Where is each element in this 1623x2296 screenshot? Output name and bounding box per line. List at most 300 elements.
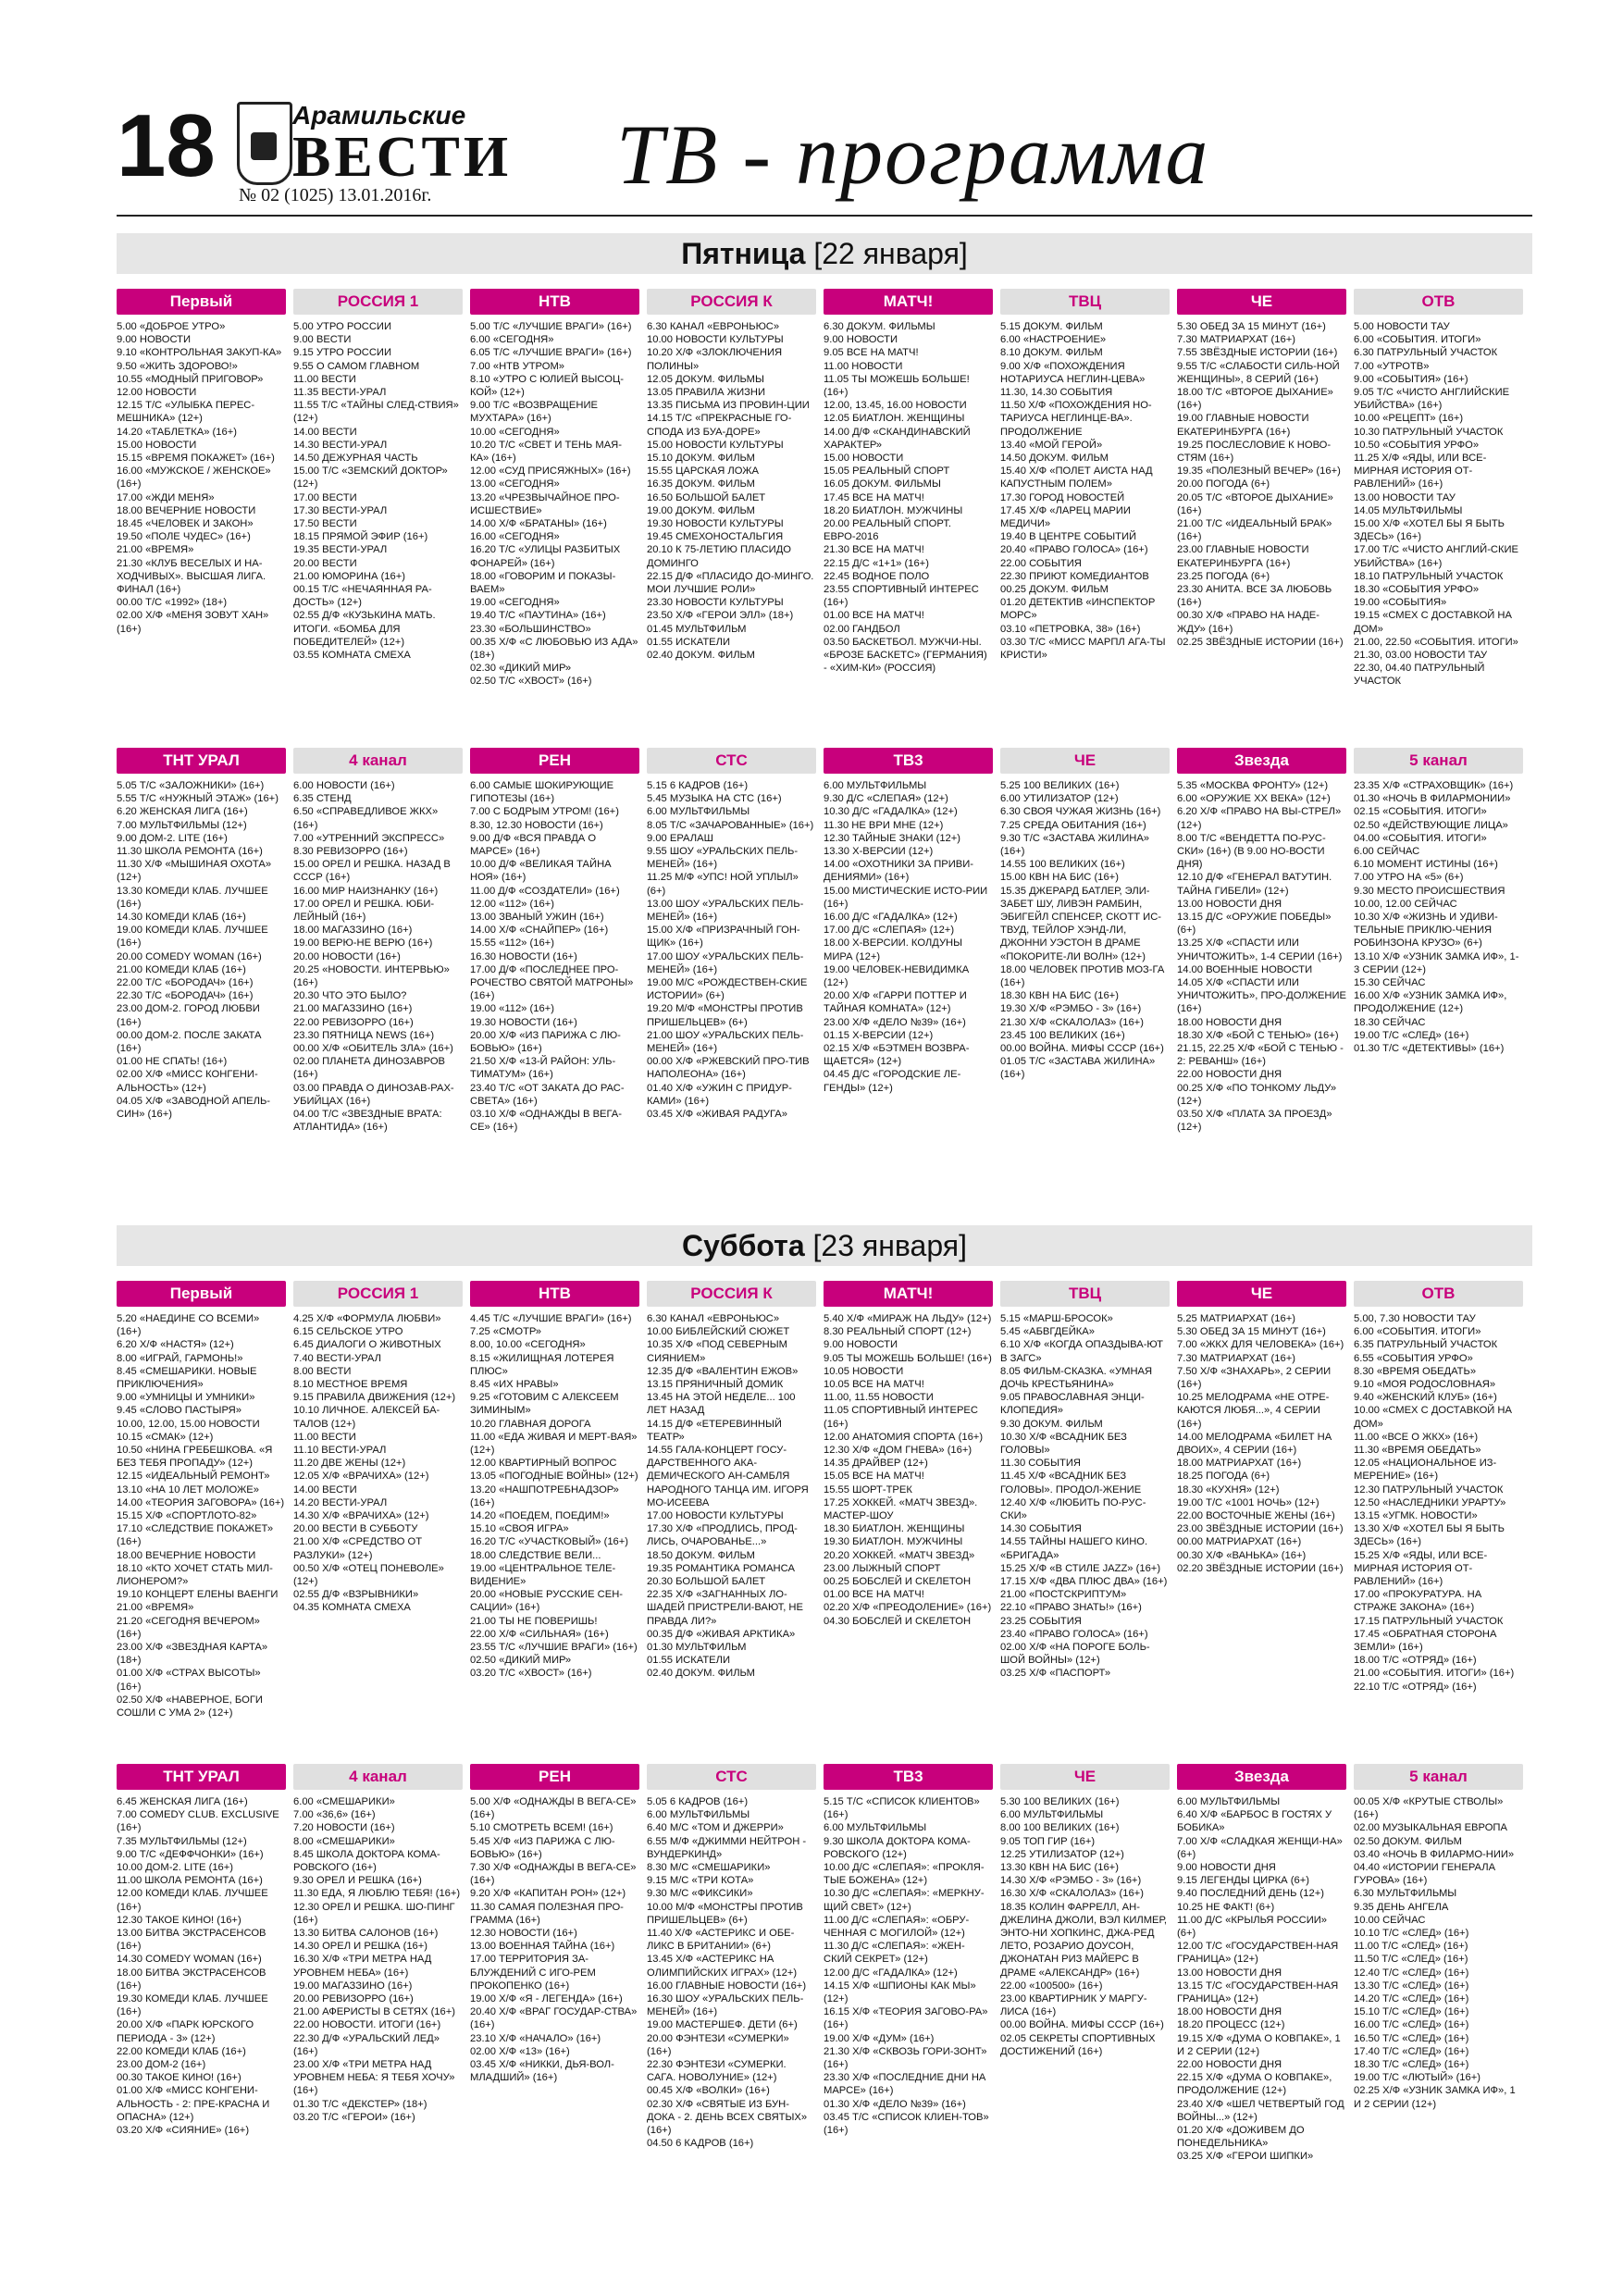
program-list: [470, 1312, 639, 1681]
program-item: 18.30 «КУХНЯ» (12+): [1177, 1483, 1280, 1496]
program-item: 10.00 «СМЕХ С ДОСТАВКОЙ НА ДОМ»: [1354, 1405, 1512, 1430]
program-item: 21.00 «СОБЫТИЯ. ИТОГИ» (16+): [1354, 1668, 1515, 1680]
program-item: 7.00 МУЛЬТФИЛЬМЫ (12+): [117, 819, 247, 831]
program-item: 9.55 ШОУ «УРАЛЬСКИХ ПЕЛЬ-МЕНЕЙ» (16+): [647, 846, 799, 871]
program-item: 19.35 ВЕСТИ-УРАЛ: [293, 544, 388, 556]
program-item: 17.15 Х/Ф «ДВА ПЛЮС ДВА» (16+): [1000, 1576, 1168, 1588]
program-item: 7.30 Х/Ф «ОДНАЖДЫ В ВЕГА-СЕ» (16+): [470, 1862, 637, 1887]
program-item: 22.00 Х/Ф «СИЛЬНАЯ» (16+): [470, 1628, 609, 1640]
program-item: 15.35 ДЖЕРАРД БАТЛЕР, ЭЛИ-ЗАБЕТ ШУ, ЛИВЭН РАМБИН, ЭБИГЕЙЛ СПЕНСЕР, СКОТТ ИС-ТВУД, ТЕЙЛОР ХЭНД-ЛИ, ДЖОННИ УЭСТОН В ДРАМЕ «ПОКОРИТЕ-ЛИ ВОЛН» (12+): [1000, 885, 1161, 962]
program-item: 5.20 «НАЕДИНЕ СО ВСЕМИ» (16+): [117, 1313, 260, 1338]
program-item: 12.15 Т/С «УЛЫБКА ПЕРЕС-МЕШНИКА» (12+): [117, 400, 255, 425]
program-item: 9.30 МЕСТО ПРОИСШЕСТВИЯ: [1354, 885, 1505, 897]
schedule-grid-friday-top: [117, 289, 1532, 742]
program-item: 9.05 ТОП ГИР (16+): [1000, 1835, 1096, 1847]
program-list: [117, 320, 286, 636]
program-item: 7.00 Х/Ф «СЛАДКАЯ ЖЕНЩИ-НА» (6+): [1177, 1835, 1343, 1860]
channel-logo: РОССИЯ 1: [293, 289, 463, 315]
program-item: 7.50 Х/Ф «ЗНАХАРЬ», 2 СЕРИИ (16+): [1177, 1365, 1332, 1391]
program-list: [1000, 779, 1170, 1082]
program-item: 22.00 НОВОСТИ ДНЯ: [1177, 1069, 1282, 1081]
program-item: 02.00 Х/Ф «13» (16+): [470, 2045, 570, 2057]
program-item: 14.20 «ПОЕДЕМ, ПОЕДИМ!»: [470, 1510, 610, 1522]
channel-logo: Первый: [117, 289, 286, 315]
program-item: 9.15 ПРАВИЛА ДВИЖЕНИЯ (12+): [293, 1392, 456, 1404]
program-item: 11.00 «ЕДА ЖИВАЯ И МЕРТ-ВАЯ» (12+): [470, 1431, 638, 1457]
program-item: 7.00 С БОДРЫМ УТРОМ! (16+): [470, 806, 619, 818]
program-item: 15.10 «СВОЯ ИГРА»: [470, 1523, 569, 1535]
program-item: 14.35 ДРАЙВЕР (12+): [824, 1458, 928, 1470]
program-item: 03.50 БАСКЕТБОЛ. МУЖЧИ-НЫ. «БРОЗЕ БАСКЕТС» (ГЕРМАНИЯ) - «ХИМ-КИ» (РОССИЯ): [824, 636, 987, 675]
program-item: 18.00 МАГАЗЗИНО (16+): [293, 925, 413, 937]
program-item: 04.50 6 КАДРОВ (16+): [647, 2138, 754, 2150]
program-item: 9.00 «УМНИЦЫ И УМНИКИ»: [117, 1392, 255, 1404]
program-item: 6.00 МУЛЬТФИЛЬМЫ: [824, 780, 927, 791]
program-list: [117, 1312, 286, 1719]
program-item: 23.40 Т/С «ОТ ЗАКАТА ДО РАС-СВЕТА» (16+): [470, 1082, 625, 1107]
program-item: 11.00 «ВСЕ О ЖКХ» (16+): [1354, 1431, 1479, 1443]
channel-column: [824, 1764, 993, 2137]
program-item: 01.20 Х/Ф «ДОЖИВЕМ ДО ПОНЕДЕЛЬНИКА»: [1177, 2125, 1305, 2150]
program-item: 04.00 «СОБЫТИЯ. ИТОГИ»: [1354, 832, 1487, 844]
program-item: 7.00 УТРО НА «5» (6+): [1354, 872, 1464, 884]
program-item: 14.55 ТАЙНЫ НАШЕГО КИНО. «БРИГАДА»: [1000, 1536, 1148, 1561]
program-item: 21.50 Х/Ф «13-Й РАЙОН: УЛЬ-ТИМАТУМ» (16+): [470, 1056, 616, 1081]
program-item: 22.00 «100500» (16+): [1000, 1980, 1103, 1992]
program-item: 11.05 СПОРТИВНЫЙ ИНТЕРЕС (16+): [824, 1405, 978, 1430]
program-item: 13.00 ВОЕННАЯ ТАЙНА (16+): [470, 1941, 615, 1953]
channel-column: [117, 1764, 286, 2137]
program-item: 20.25 «НОВОСТИ. ИНТЕРВЬЮ» (16+): [293, 963, 450, 989]
program-list: [1000, 1795, 1170, 2058]
program-item: 9.05 ПРАВОСЛАВНАЯ ЭНЦИ-КЛОПЕДИЯ»: [1000, 1392, 1145, 1417]
program-item: 10.20 Х/Ф «ЗЛОКЛЮЧЕНИЯ ПОЛИНЫ»: [647, 347, 783, 372]
program-item: 10.00 БИБЛЕЙСКИЙ СЮЖЕТ: [647, 1326, 790, 1338]
coat-of-arms-icon: [237, 102, 292, 185]
program-item: 00.25 Х/Ф «ПО ТОНКОМУ ЛЬДУ» (12+): [1177, 1082, 1337, 1107]
program-item: 6.30 МУЛЬТФИЛЬМЫ: [1354, 1888, 1457, 1900]
program-item: 21.30 Х/Ф «СКВОЗЬ ГОРИ-ЗОНТ» (16+): [824, 2045, 987, 2071]
program-item: 18.20 БИАТЛОН. МУЖЧИНЫ: [824, 504, 963, 516]
program-item: 03.45 Х/Ф «ЖИВАЯ РАДУГА»: [647, 1109, 787, 1121]
program-item: 8.05 ФИЛЬМ-СКАЗКА. «УМНАЯ ДОЧЬ КРЕСТЬЯНИНА»: [1000, 1365, 1153, 1391]
program-item: 00.00 ВОЙНА. МИФЫ СССР (16+): [1000, 1043, 1164, 1055]
program-item: 15.00 Т/С «ЗЕМСКИЙ ДОКТОР» (12+): [293, 465, 448, 490]
program-item: 17.45 «ОБРАТНАЯ СТОРОНА ЗЕМЛИ» (16+): [1354, 1628, 1497, 1654]
program-item: 02.40 ДОКУМ. ФИЛЬМ: [647, 1668, 755, 1680]
program-item: 23.30 АНИТА. ВСЕ ЗА ЛЮБОВЬ (16+): [1177, 584, 1332, 609]
program-item: 8.30 М/С «СМЕШАРИКИ»: [647, 1862, 771, 1874]
channel-logo: ТВ3: [824, 1764, 993, 1790]
program-item: 7.55 ЗВЁЗДНЫЕ ИСТОРИИ (16+): [1177, 347, 1338, 359]
program-item: 15.55 ЦАРСКАЯ ЛОЖА: [647, 465, 760, 478]
program-item: 14.55 ГАЛА-КОНЦЕРТ ГОСУ-ДАРСТВЕННОГО АКА-ДЕМИЧЕСКОГО АН-САМБЛЯ НАРОДНОГО ТАНЦА ИМ. ИГОРЯ МО-ИСЕЕВА: [647, 1445, 809, 1508]
program-item: 9.00 «СОБЫТИЯ» (16+): [1354, 373, 1468, 385]
masthead: [117, 96, 1532, 213]
program-item: 17.30 ВЕСТИ-УРАЛ: [293, 504, 388, 516]
program-item: 13.40 «МОЙ ГЕРОЙ»: [1000, 439, 1103, 451]
program-item: 00.15 Т/С «НЕЧАЯННАЯ РА-ДОСТЬ» (12+): [293, 584, 432, 609]
program-item: 8.00 «СМЕШАРИКИ»: [293, 1835, 395, 1847]
program-item: 22.00 РЕВИЗОРРО (16+): [293, 1016, 414, 1028]
program-item: 5.00 УТРО РОССИИ: [293, 321, 392, 332]
program-item: 14.00 ВОЕННЫЕ НОВОСТИ: [1177, 963, 1313, 975]
program-item: 12.40 Т/С «СЛЕД» (16+): [1354, 1967, 1469, 1979]
program-list: [1354, 1312, 1523, 1694]
program-item: 21.30 Х/Ф «СКАЛОЛАЗ» (16+): [1000, 1016, 1144, 1028]
program-item: 6.20 Х/Ф «НАСТЯ» (12+): [117, 1339, 234, 1351]
program-item: 10.20 Т/С «СВЕТ И ТЕНЬ МАЯ-КА» (16+): [470, 439, 622, 465]
program-item: 9.00 НОВОСТИ: [824, 1339, 898, 1351]
program-item: 13.15 Т/С «ГОСУДАРСТВЕН-НАЯ ГРАНИЦА» (12+): [1177, 1980, 1339, 2005]
channel-logo: НТВ: [470, 289, 639, 315]
program-item: 5.25 100 ВЕЛИКИХ (16+): [1000, 780, 1120, 791]
program-item: 21.00 МАГАЗЗИНО (16+): [293, 1003, 413, 1015]
channel-column: [1177, 1281, 1346, 1575]
program-item: 02.55 Д/Ф «ВЗРЫВНИКИ»: [293, 1589, 419, 1601]
program-item: 18.30 БИАТЛОН. ЖЕНЩИНЫ: [824, 1523, 965, 1535]
program-item: 9.15 М/С «ТРИ КОТА»: [647, 1875, 754, 1887]
program-item: 01.05 Т/С «ЗАСТАВА ЖИЛИНА» (16+): [1000, 1056, 1156, 1081]
channel-column: [647, 289, 816, 662]
program-item: 19.00 ВЕРЮ-НЕ ВЕРЮ (16+): [293, 937, 433, 949]
program-item: 16.30 Х/Ф «ТРИ МЕТРА НАД УРОВНЕМ НЕБА» (16+): [293, 1954, 432, 1979]
day-date: [23 января]: [812, 1229, 967, 1262]
program-item: 02.55 Д/Ф «КУЗЬКИНА МАТЬ. ИТОГИ. «БОМБА ДЛЯ ПОБЕДИТЕЛЕЙ» (12+): [293, 610, 436, 648]
program-item: 21.00 КОМЕДИ КЛАБ (16+): [117, 963, 246, 975]
program-item: 18.30 «СОБЫТИЯ УРФО»: [1354, 584, 1480, 596]
program-list: [117, 779, 286, 1121]
program-item: 16.30 ШОУ «УРАЛЬСКИХ ПЕЛЬ-МЕНЕЙ» (16+): [647, 1993, 804, 2018]
program-item: 8.00 100 ВЕЛИКИХ (16+): [1000, 1822, 1120, 1834]
program-item: 6.00 СЕЙЧАС: [1354, 846, 1420, 858]
program-item: 9.00 ЕРАЛАШ: [647, 832, 713, 844]
program-item: 21.15, 22.25 Х/Ф «БОЙ С ТЕНЬЮ - 2: РЕВАНШ» (16+): [1177, 1043, 1344, 1068]
program-item: 18.00 «ГОВОРИМ И ПОКАЗЫ-ВАЕМ»: [470, 570, 616, 596]
program-item: 11.00 Д/С «СЛЕПАЯ»: «ОБРУ-ЧЕННАЯ С МОГИЛОЙ» (12+): [824, 1914, 970, 1940]
program-item: 14.00 ВЕСТИ: [293, 1483, 357, 1496]
program-item: 5.15 Т/С «СПИСОК КЛИЕНТОВ» (16+): [824, 1796, 980, 1821]
program-item: 5.45 МУЗЫКА НА СТС (16+): [647, 793, 782, 805]
program-item: 15.15 Х/Ф «СПОРТЛОТО-82»: [117, 1510, 257, 1522]
program-item: 23.35 Х/Ф «СТРАХОВЩИК» (16+): [1354, 780, 1514, 791]
program-item: 16.00 Т/С «СЛЕД» (16+): [1354, 2019, 1469, 2031]
program-item: 10.10 ЛИЧНОЕ. АЛЕКСЕЙ БА-ТАЛОВ (12+): [293, 1405, 440, 1430]
program-item: 15.05 ВСЕ НА МАТЧ!: [824, 1471, 924, 1483]
program-item: 22.15 Д/С «1+1» (16+): [824, 557, 929, 569]
program-item: 15.00 МИСТИЧЕСКИЕ ИСТО-РИИ (16+): [824, 885, 988, 910]
program-item: 14.30 COMEDY WOMAN (16+): [117, 1954, 262, 1966]
program-item: 13.20 «НАШПОТРЕБНАДЗОР» (16+): [470, 1483, 619, 1508]
program-item: 20.40 «ПРАВО ГОЛОСА» (16+): [1000, 544, 1148, 556]
program-item: 9.30 Т/С «ЗАСТАВА ЖИЛИНА» (16+): [1000, 832, 1150, 858]
program-item: 20.00 Х/Ф «ИЗ ПАРИЖА С ЛЮ-БОВЬЮ» (16+): [470, 1029, 621, 1055]
program-item: 01.40 Х/Ф «УЖИН С ПРИДУР-КАМИ» (16+): [647, 1082, 792, 1107]
program-item: 9.15 УТРО РОССИИ: [293, 347, 392, 359]
program-item: 01.20 ДЕТЕКТИВ «ИНСПЕКТОР МОРС»: [1000, 597, 1156, 622]
program-item: 7.20 НОВОСТИ (16+): [293, 1822, 395, 1834]
program-item: 19.30 КОМЕДИ КЛАБ. ЛУЧШЕЕ (16+): [117, 1993, 268, 2018]
program-item: 14.20 ВЕСТИ-УРАЛ: [293, 1496, 388, 1508]
program-item: 23.00 ЛЫЖНЫЙ СПОРТ: [824, 1562, 941, 1574]
program-item: 17.00 «ЖДИ МЕНЯ»: [117, 491, 215, 503]
program-item: 12.50 «НАСЛЕДНИКИ УРАРТУ»: [1354, 1496, 1506, 1508]
program-item: 16.20 Т/С «УЛИЦЫ РАЗБИТЫХ ФОНАРЕЙ» (16+): [470, 544, 621, 569]
channel-logo: СТС: [647, 748, 816, 774]
program-item: 8.00 Т/С «ВЕНДЕТТА ПО-РУС-СКИ» (16+) (В 9.00 НО-ВОСТИ ДНЯ): [1177, 832, 1326, 871]
program-item: 21.00 АФЕРИСТЫ В СЕТЯХ (16+): [293, 2006, 455, 2018]
program-item: 13.00 НОВОСТИ ТАУ: [1354, 491, 1456, 503]
program-item: 12.00 «112» (16+): [470, 898, 554, 910]
program-item: 18.00 БИТВА ЭКСТРАСЕНСОВ (16+): [117, 1967, 266, 1992]
program-item: 7.30 МАТРИАРХАТ (16+): [1177, 334, 1295, 346]
program-item: 4.45 Т/С «ЛУЧШИЕ ВРАГИ» (16+): [470, 1313, 632, 1324]
program-item: 14.20 «ТАБЛЕТКА» (16+): [117, 426, 237, 438]
schedule-grid-saturday-bottom: [117, 1764, 1532, 2282]
program-item: 14.00 Х/Ф «БРАТАНЫ» (16+): [470, 518, 607, 530]
program-item: 19.30 БИАТЛОН. МУЖЧИНЫ: [824, 1536, 963, 1548]
program-item: 11.20 ДВЕ ЖЕНЫ (12+): [293, 1458, 406, 1470]
program-item: 19.00 Т/С «ЛЮТЫЙ» (16+): [1354, 2072, 1481, 2084]
program-list: [824, 779, 993, 1095]
program-list: [824, 1312, 993, 1628]
channel-column: [1354, 289, 1523, 689]
program-item: 10.30 Х/Ф «ВСАДНИК БЕЗ ГОЛОВЫ»: [1000, 1431, 1127, 1457]
program-item: 7.00 «УТРЕННИЙ ЭКСПРЕСС»: [293, 832, 445, 844]
program-item: 13.30 КВН НА БИС (16+): [1000, 1862, 1119, 1874]
program-item: 18.10 «КТО ХОЧЕТ СТАТЬ МИЛ-ЛИОНЕРОМ?»: [117, 1562, 273, 1588]
program-item: 10.30 Д/С «ГАДАЛКА» (12+): [824, 806, 958, 818]
program-item: 8.00, 10.00 «СЕГОДНЯ»: [470, 1339, 586, 1351]
program-item: 9.20 Х/Ф «КАПИТАН РОН» (12+): [470, 1888, 626, 1900]
program-item: 5.35 «МОСКВА ФРОНТУ» (12+): [1177, 780, 1329, 791]
program-item: 03.45 Х/Ф «НИККИ, ДЬЯ-ВОЛ-МЛАДШИЙ» (16+): [470, 2059, 614, 2084]
channel-logo: 4 канал: [293, 1764, 463, 1790]
program-item: 23.00 Х/Ф «ЗВЕЗДНАЯ КАРТА» (18+): [117, 1642, 268, 1667]
program-item: 6.00 НОВОСТИ (16+): [293, 780, 395, 791]
program-item: 23.00 ДОМ-2 (16+): [117, 2059, 206, 2071]
program-item: 12.00 Д/С «ГАДАЛКА» (12+): [824, 1967, 958, 1979]
channel-logo: МАТЧ!: [824, 289, 993, 315]
program-item: 12.30 Х/Ф «ДОМ ГНЕВА» (16+): [824, 1445, 973, 1457]
program-item: 11.00 Т/С «СЛЕД» (16+): [1354, 1941, 1468, 1953]
program-item: 6.00 МУЛЬТФИЛЬМЫ: [824, 1822, 927, 1834]
program-item: 7.00 «36,6» (16+): [293, 1809, 376, 1821]
program-item: 9.00 НОВОСТИ: [117, 334, 192, 346]
program-item: 13.00 НОВОСТИ ДНЯ: [1177, 898, 1282, 910]
program-item: 15.30 СЕЙЧАС: [1354, 977, 1426, 989]
channel-logo: ТНТ УРАЛ: [117, 1764, 286, 1790]
program-item: 14.30 СОБЫТИЯ: [1000, 1523, 1082, 1535]
program-item: 14.30 ОРЕЛ И РЕШКА (16+): [293, 1941, 428, 1953]
program-item: 02.40 ДОКУМ. ФИЛЬМ: [647, 650, 755, 662]
program-list: [1354, 1795, 1523, 2111]
program-list: [824, 1795, 993, 2137]
program-item: 14.55 100 ВЕЛИКИХ (16+): [1000, 859, 1125, 871]
program-item: 17.45 Х/Ф «ЛАРЕЦ МАРИИ МЕДИЧИ»: [1000, 504, 1131, 530]
program-item: 19.00 «ЦЕНТРАЛЬНОЕ ТЕЛЕ-ВИДЕНИЕ»: [470, 1562, 616, 1588]
program-item: 19.00 МАСТЕРШЕФ. ДЕТИ (6+): [647, 2019, 798, 2031]
channel-column: [1354, 1281, 1523, 1694]
program-item: 11.00 ШКОЛА РЕМОНТА (16+): [117, 1875, 263, 1887]
program-item: 17.50 ВЕСТИ: [293, 518, 357, 530]
program-item: 10.00 СЕЙЧАС: [1354, 1914, 1426, 1926]
channel-logo: РОССИЯ К: [647, 1281, 816, 1307]
program-item: 6.45 ДИАЛОГИ О ЖИВОТНЫХ: [293, 1339, 441, 1351]
program-item: 13.45 Х/Ф «АСТЕРИКС НА ОЛИМПИЙСКИХ ИГРАХ» (12+): [647, 1954, 798, 1979]
program-item: 15.00 НОВОСТИ: [824, 453, 904, 465]
program-item: 04.00 Т/С «ЗВЕЗДНЫЕ ВРАТА: АТЛАНТИДА» (16+): [293, 1109, 442, 1134]
program-item: 22.00 НОВОСТИ ДНЯ: [1177, 2059, 1282, 2071]
program-item: 02.00 Х/Ф «МЕНЯ ЗОВУТ ХАН» (16+): [117, 610, 269, 635]
day-header-saturday: [117, 1225, 1532, 1266]
program-item: 21.20 «СЕГОДНЯ ВЕЧЕРОМ» (16+): [117, 1615, 260, 1640]
program-item: 21.00 ЮМОРИНА (16+): [293, 570, 406, 582]
program-item: 22.00 НОВОСТИ. ИТОГИ (16+): [293, 2019, 441, 2031]
program-item: 10.05 ВСЕ НА МАТЧ!: [824, 1379, 924, 1391]
program-item: 20.00 COMEDY WOMAN (16+): [117, 950, 262, 962]
program-item: 21.00 Т/С «ИДЕАЛЬНЫЙ БРАК» (16+): [1177, 518, 1332, 543]
program-item: 15.25 Х/Ф «В СТИЛЕ JAZZ» (16+): [1000, 1562, 1161, 1574]
channel-logo: ЧЕ: [1000, 748, 1170, 774]
program-item: 13.15 ПРЯНИЧНЫЙ ДОМИК: [647, 1379, 784, 1391]
program-item: 11.00 Д/С «КРЫЛЬЯ РОССИИ» (6+): [1177, 1914, 1327, 1940]
program-item: 11.50 Х/Ф «ПОХОЖДЕНИЯ НО-ТАРИУСА НЕГЛИНЦЕ-ВА». ПРОДОЛЖЕНИЕ: [1000, 400, 1152, 438]
program-item: 23.00 КВАРТИРНИК У МАРГУ-ЛИСА (16+): [1000, 1993, 1147, 2018]
channel-column: [824, 289, 993, 675]
program-item: 6.05 Т/С «ЛУЧШИЕ ВРАГИ» (16+): [470, 347, 632, 359]
program-item: 18.00 ВЕЧЕРНИЕ НОВОСТИ: [117, 504, 256, 516]
program-item: 00.00 МАТРИАРХАТ (16+): [1177, 1536, 1302, 1548]
program-list: [117, 1795, 286, 2137]
program-item: 17.15 ПАТРУЛЬНЫЙ УЧАСТОК: [1354, 1615, 1504, 1627]
program-item: 04.45 Д/С «ГОРОДСКИЕ ЛЕ-ГЕНДЫ» (12+): [824, 1069, 961, 1094]
program-item: 11.35 ВЕСТИ-УРАЛ: [293, 387, 387, 399]
program-item: 19.00 «СЕГОДНЯ»: [470, 597, 560, 609]
program-item: 20.30 ЧТО ЭТО БЫЛО?: [293, 990, 407, 1002]
program-item: 22.30 ФЭНТЕЗИ «СУМЕРКИ. САГА. НОВОЛУНИЕ» (12+): [647, 2059, 787, 2084]
channel-column: [117, 748, 286, 1121]
program-item: 14.00 Д/Ф «СКАНДИНАВСКИЙ ХАРАКТЕР»: [824, 426, 971, 451]
program-item: 8.10 «УТРО С ЮЛИЕЙ ВЫСОЦ-КОЙ» (12+): [470, 373, 624, 399]
program-item: 00.05 Х/Ф «КРУТЫЕ СТВОЛЫ» (16+): [1354, 1796, 1504, 1821]
program-item: 14.05 МУЛЬТФИЛЬМЫ: [1354, 504, 1463, 516]
program-item: 23.30 НОВОСТИ КУЛЬТУРЫ: [647, 597, 784, 609]
channel-logo: ТВЦ: [1000, 289, 1170, 315]
program-item: 22.15 Х/Ф «ДУМА О КОВПАКЕ», ПРОДОЛЖЕНИЕ (12+): [1177, 2072, 1332, 2097]
program-item: 03.30 Т/С «МИСС МАРПЛ АГА-ТЫ КРИСТИ»: [1000, 636, 1166, 662]
program-item: 12.00 АНАТОМИЯ СПОРТА (16+): [824, 1431, 984, 1443]
program-item: 14.20 Т/С «СЛЕД» (16+): [1354, 1993, 1469, 2005]
program-item: 13.30 Т/С «СЛЕД» (16+): [1354, 1980, 1469, 1992]
day-name: Суббота: [681, 1229, 805, 1262]
program-item: 23.25 ПОГОДА (6+): [1177, 570, 1270, 582]
channel-logo: Первый: [117, 1281, 286, 1307]
program-item: 19.00 Х/Ф «ДУМ» (16+): [824, 2032, 935, 2044]
program-item: 19.00 Х/Ф «Я - ЛЕГЕНДА» (16+): [470, 1993, 623, 2005]
channel-column: [293, 1281, 463, 1615]
channel-logo: РЕН: [470, 748, 639, 774]
program-item: 10.00 Д/Ф «ВЕЛИКАЯ ТАЙНА НОЯ» (16+): [470, 859, 612, 884]
program-item: 21.30 ВСЕ НА МАТЧ!: [824, 544, 924, 556]
program-list: [647, 1312, 816, 1681]
program-item: 03.55 КОМНАТА СМЕХА: [293, 650, 411, 662]
program-item: 02.50 Т/С «ХВОСТ» (16+): [470, 676, 592, 688]
program-item: 17.00 ШОУ «УРАЛЬСКИХ ПЕЛЬ-МЕНЕЙ» (16+): [647, 950, 804, 975]
channel-column: [1177, 748, 1346, 1134]
program-item: 12.00 КОМЕДИ КЛАБ. ЛУЧШЕЕ (16+): [117, 1888, 268, 1913]
program-item: 13.20 «ЧРЕЗВЫЧАЙНОЕ ПРО-ИСШЕСТВИЕ»: [470, 491, 620, 516]
program-item: 12.10 Д/Ф «ГЕНЕРАЛ ВАТУТИН. ТАЙНА ГИБЕЛИ» (12+): [1177, 872, 1332, 897]
program-list: [1000, 1312, 1170, 1681]
program-item: 14.00 ВЕСТИ: [293, 426, 357, 438]
program-item: 11.30 ЕДА, Я ЛЮБЛЮ ТЕБЯ! (16+): [293, 1888, 461, 1900]
program-item: 6.40 Х/Ф «БАРБОС В ГОСТЯХ У БОБИКА»: [1177, 1809, 1332, 1834]
program-item: 9.10 «МОЯ РОДОСЛОВНАЯ»: [1354, 1379, 1496, 1391]
program-item: 13.30 Х-ВЕРСИИ (12+): [824, 846, 934, 858]
program-item: 7.00 «ЖКХ ДЛЯ ЧЕЛОВЕКА» (16+): [1177, 1339, 1344, 1351]
program-item: 02.00 ГАНДБОЛ: [824, 623, 900, 635]
program-item: 13.05 ПРАВИЛА ЖИЗНИ: [647, 387, 765, 399]
program-item: 00.25 ДОКУМ. ФИЛЬМ: [1000, 584, 1109, 596]
program-item: 11.30 ШКОЛА РЕМОНТА (16+): [117, 846, 263, 858]
program-item: 18.00 Т/С «ВТОРОЕ ДЫХАНИЕ» (16+): [1177, 387, 1333, 412]
program-list: [647, 320, 816, 662]
program-item: 10.00 НОВОСТИ КУЛЬТУРЫ: [647, 334, 784, 346]
program-item: 20.00 Х/Ф «ГАРРИ ПОТТЕР И ТАЙНАЯ КОМНАТА» (12+): [824, 990, 967, 1015]
program-item: 12.25 УТИЛИЗАТОР (12+): [1000, 1848, 1124, 1860]
channel-column: [117, 289, 286, 636]
program-item: 5.45 «АБВГДЕЙКА»: [1000, 1326, 1095, 1338]
program-item: 6.10 МОМЕНТ ИСТИНЫ (16+): [1354, 859, 1498, 871]
program-item: 18.00 НОВОСТИ ДНЯ: [1177, 2006, 1282, 2018]
program-item: 6.00 «СМЕШАРИКИ»: [293, 1796, 395, 1807]
program-item: 23.50 Х/Ф «ГЕРОИ ЭЛЛ» (18+): [647, 610, 794, 622]
page-number: 18: [117, 96, 216, 195]
program-item: 04.40 «ИСТОРИИ ГЕНЕРАЛА ГУРОВА» (16+): [1354, 1862, 1496, 1887]
program-item: 13.10 Х/Ф «УЗНИК ЗАМКА ИФ», 1-3 СЕРИИ (12+): [1354, 950, 1519, 975]
channel-column: [647, 748, 816, 1121]
program-item: 15.55 ШОРТ-ТРЕК: [824, 1483, 912, 1496]
program-item: 01.00 ВСЕ НА МАТЧ!: [824, 610, 924, 622]
program-item: 11.30 Х/Ф «МЫШИНАЯ ОХОТА» (12+): [117, 859, 272, 884]
channel-logo: 4 канал: [293, 748, 463, 774]
program-item: 16.50 Т/С «СЛЕД» (16+): [1354, 2032, 1469, 2044]
program-item: 18.30 КВН НА БИС (16+): [1000, 990, 1119, 1002]
program-item: 6.15 СЕЛЬСКОЕ УТРО: [293, 1326, 403, 1338]
program-item: 15.25 Х/Ф «ЯДЫ, ИЛИ ВСЕ-МИРНАЯ ИСТОРИЯ ОТ-РАВЛЕНИЙ» (16+): [1354, 1549, 1488, 1588]
program-list: [647, 779, 816, 1121]
program-item: 00.30 Х/Ф «ВАНЬКА» (16+): [1177, 1549, 1307, 1561]
program-item: 19.00 М/С «РОЖДЕСТВЕН-СКИЕ ИСТОРИИ» (6+): [647, 977, 808, 1002]
program-item: 5.15 ДОКУМ. ФИЛЬМ: [1000, 321, 1103, 332]
program-item: 11.00, 11.55 НОВОСТИ: [824, 1392, 934, 1404]
program-item: 8.30 РЕАЛЬНЫЙ СПОРТ (12+): [824, 1326, 972, 1338]
program-item: 15.00 ОРЕЛ И РЕШКА. НАЗАД В СССР (16+): [293, 859, 451, 884]
program-item: 15.10 ДОКУМ. ФИЛЬМ: [647, 453, 755, 465]
program-item: 14.15 Т/С «ПРЕКРАСНЫЕ ГО-СПОДА ИЗ БУА-ДОРЕ»: [647, 413, 792, 438]
program-item: 19.30 НОВОСТИ (16+): [470, 1016, 577, 1028]
program-item: 6.30 СВОЯ ЧУЖАЯ ЖИЗНЬ (16+): [1000, 806, 1161, 818]
program-item: 16.00 «МУЖСКОЕ / ЖЕНСКОЕ» (16+): [117, 465, 271, 490]
program-item: 6.40 М/С «ТОМ И ДЖЕРРИ»: [647, 1822, 784, 1834]
program-item: 7.00 «УТРОТВ»: [1354, 360, 1430, 372]
program-item: 6.55 М/Ф «ДЖИММИ НЕЙТРОН - ВУНДЕРКИНД»: [647, 1835, 807, 1860]
program-item: 22.00 Т/С «БОРОДАЧ» (16+): [117, 977, 254, 989]
channel-logo: ЧЕ: [1177, 289, 1346, 315]
program-item: 9.00 ДОМ-2. LITE (16+): [117, 832, 228, 844]
program-list: [1177, 779, 1346, 1134]
